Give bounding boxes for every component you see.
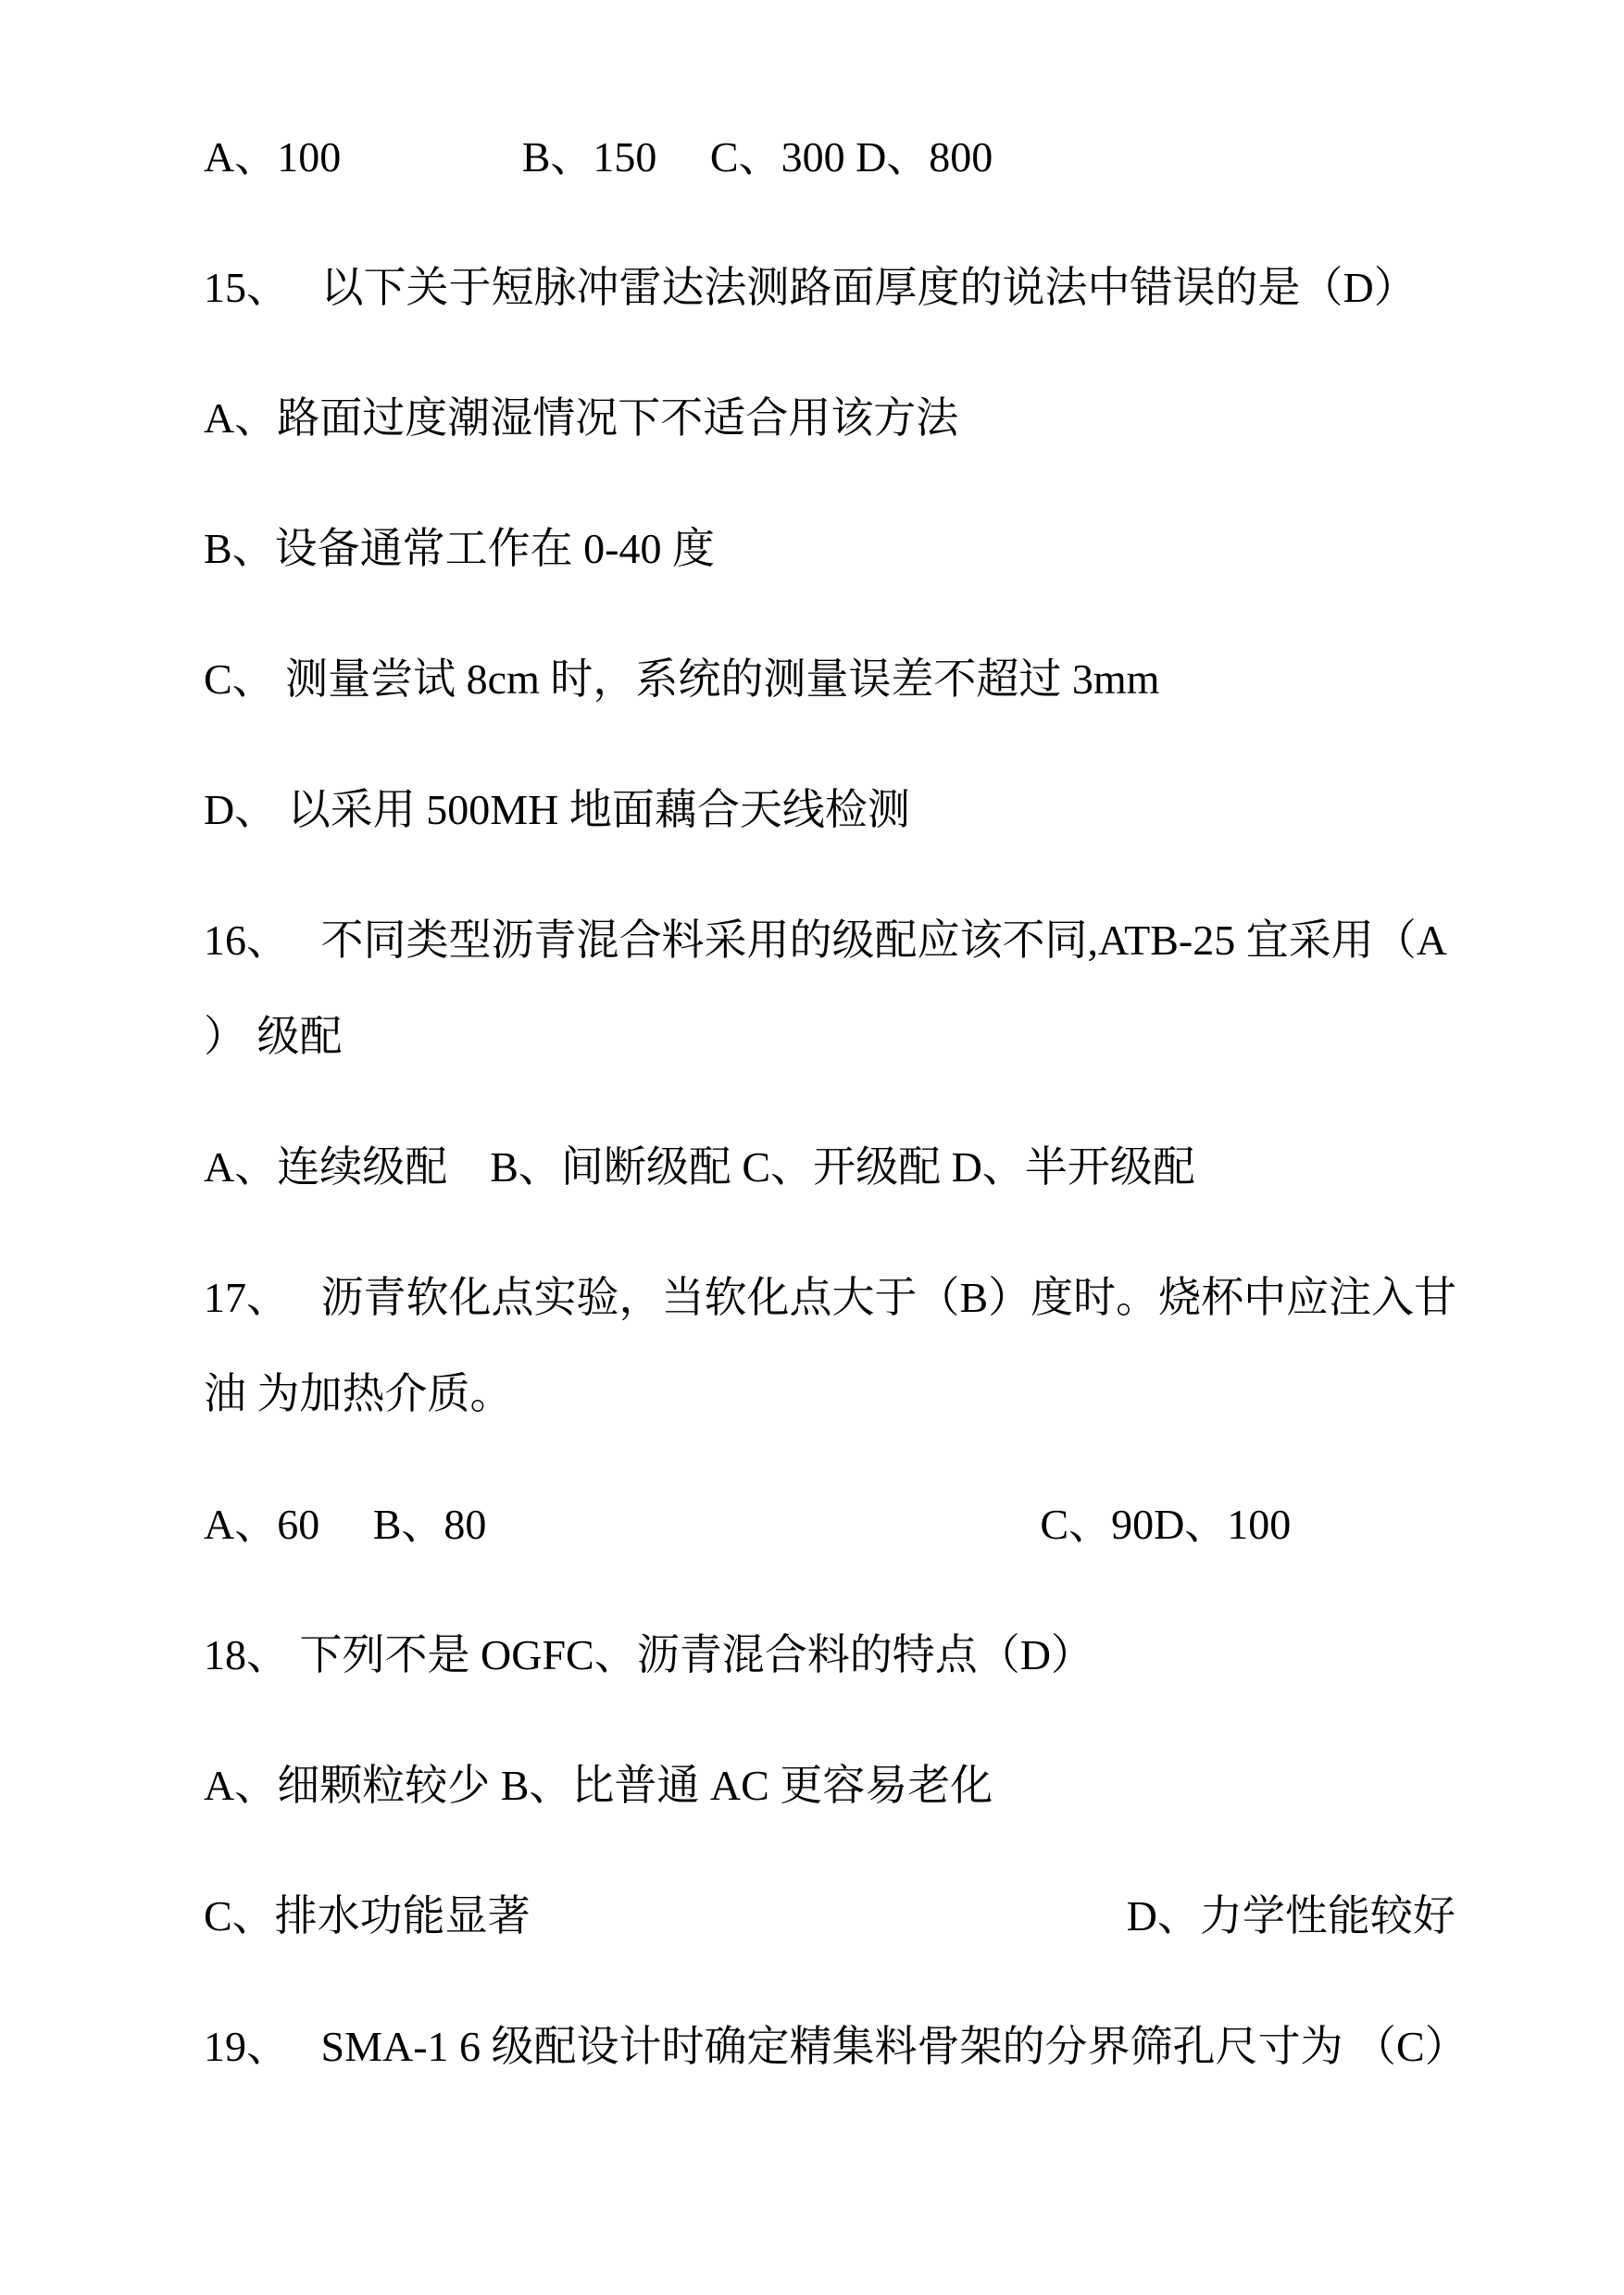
question-18-options-cd: C、排水功能显著 D、力学性能较好: [204, 1892, 1455, 1940]
question-15-option-a: A、路面过度潮湿情况下不适合用该方法: [204, 394, 959, 442]
question-16-options: A、连续级配 B、间断级配 C、开级配 D、半开级配: [204, 1143, 1195, 1191]
question-15-option-d: D、 以采用 500MH 地面藕合天线检测: [204, 786, 910, 833]
question-15-text: 15、 以下关于短脉冲雷达法测路面厚度的说法中错误的是（D）: [204, 264, 1417, 311]
question-19-text: 19、 SMA-1 6 级配设计时确定精集料骨架的分界筛孔尺寸为 （C）: [204, 2023, 1468, 2070]
question-17-options: A、60 B、80 C、90D、100: [204, 1501, 1292, 1548]
question-14-options: A、100 B、150 C、300 D、800: [204, 133, 993, 181]
question-17-text-line-1: 17、 沥青软化点实验，当软化点大于（B）度时。烧杯中应注入甘: [204, 1274, 1457, 1321]
question-15-option-b: B、设备通常工作在 0-40 度: [204, 525, 715, 572]
question-18-text: 18、 下列不是 OGFC、沥青混合料的特点（D）: [204, 1631, 1093, 1678]
question-16-text-line-1: 16、 不同类型沥青混合料采用的级配应该不同,ATB-25 宜采用（A: [204, 917, 1447, 964]
question-15-option-c: C、 测量尝试 8cm 时，系统的测量误差不超过 3mm: [204, 655, 1160, 703]
question-17-text-line-2: 油 为加热介质。: [204, 1370, 513, 1417]
question-18-options-ab: A、细颗粒较少 B、比普通 AC 更容易老化: [204, 1762, 993, 1809]
question-16-text-line-2: ） 级配: [204, 1013, 343, 1060]
